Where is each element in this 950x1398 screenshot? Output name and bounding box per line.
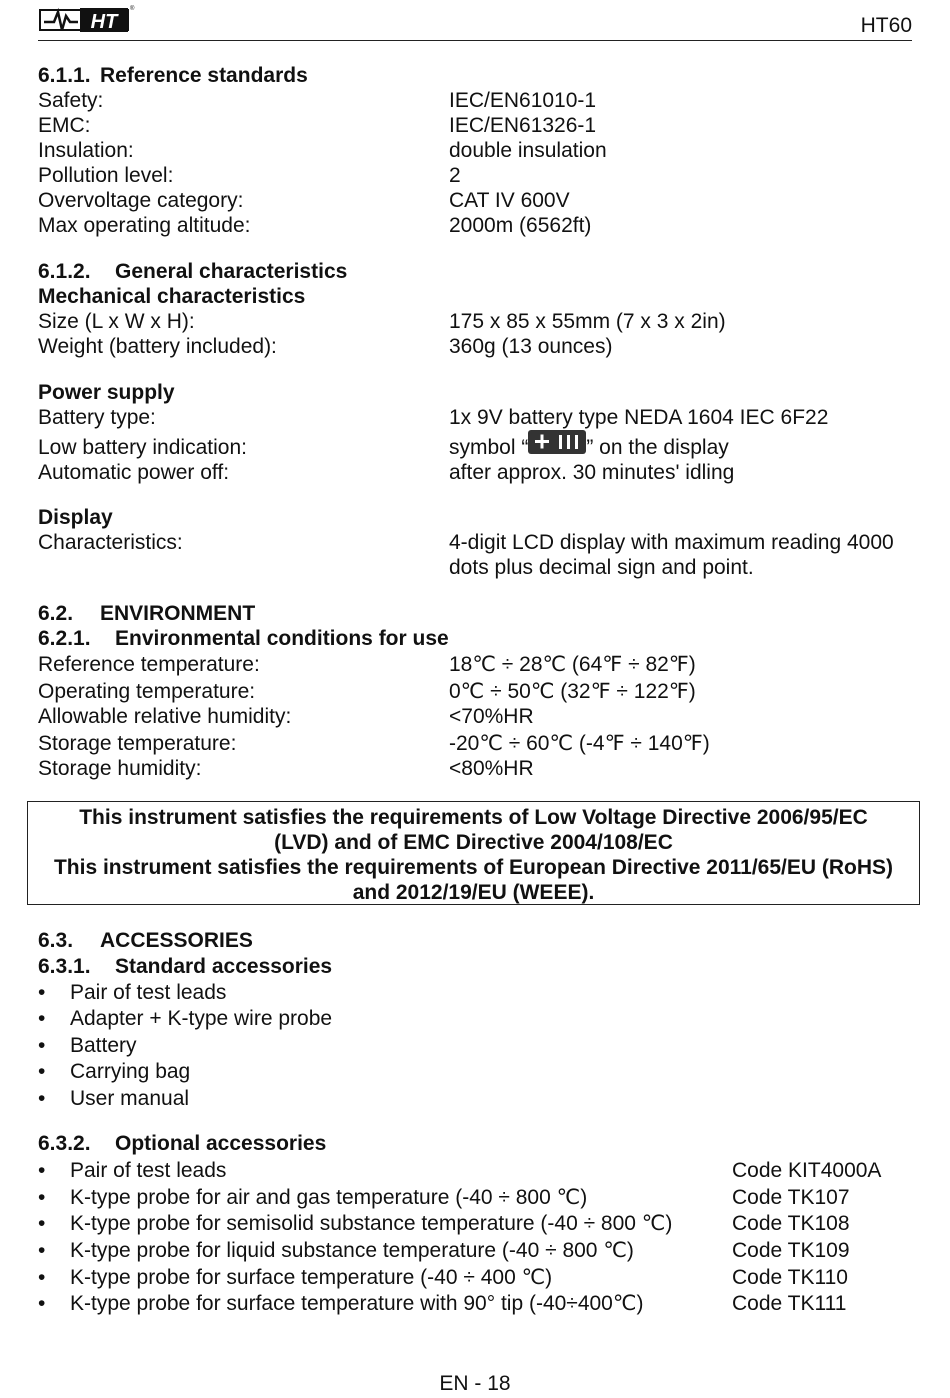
accessory-code: Code TK107 — [732, 1186, 850, 1209]
notice-line: (LVD) and of EMC Directive 2004/108/EC — [274, 831, 673, 854]
spec-value: <70%HR — [449, 705, 534, 728]
spec-value: 18℃ ÷ 28℃ (64℉ ÷ 82℉) — [449, 653, 696, 676]
accessory-code: Code TK109 — [732, 1239, 850, 1262]
spec-label: Insulation: — [38, 139, 134, 162]
page-number: EN - 18 — [439, 1372, 511, 1395]
spec-value: <80%HR — [449, 757, 534, 780]
section-heading-general-characteristics: 6.1.2. General characteristics — [38, 260, 348, 283]
model-name: HT60 — [860, 14, 912, 37]
section-heading-reference-standards: 6.1.1. Reference standards — [38, 64, 308, 87]
spec-value: after approx. 30 minutes' idling — [449, 461, 735, 484]
spec-label: Max operating altitude: — [38, 214, 251, 237]
header-divider — [38, 40, 912, 41]
spec-value: dots plus decimal sign and point. — [449, 556, 754, 579]
spec-label: Storage temperature: — [38, 732, 237, 755]
spec-value: 2000m (6562ft) — [449, 214, 592, 237]
spec-label: Storage humidity: — [38, 757, 202, 780]
spec-label: Low battery indication: — [38, 436, 247, 459]
spec-value: 360g (13 ounces) — [449, 335, 613, 358]
notice-line: This instrument satisfies the requirements of Low Voltage Directive 2006/95/EC — [79, 806, 868, 829]
spec-label: Weight (battery included): — [38, 335, 277, 358]
section-heading-environmental-conditions: 6.2.1. Environmental conditions for use — [38, 627, 449, 650]
section-heading-standard-accessories: 6.3.1. Standard accessories — [38, 955, 333, 978]
notice-line: and 2012/19/EU (WEEE). — [352, 881, 595, 904]
svg-text:HT: HT — [90, 11, 118, 33]
spec-value-low-battery: symbol “ ” on the display — [449, 435, 729, 461]
spec-value: 4-digit LCD display with maximum reading 4000 — [449, 531, 894, 554]
spec-value: 0℃ ÷ 50℃ (32℉ ÷ 122℉) — [449, 680, 696, 703]
subheading-mechanical: Mechanical characteristics — [38, 285, 306, 308]
spec-label: Allowable relative humidity: — [38, 705, 292, 728]
accessory-code: Code KIT4000A — [732, 1159, 882, 1182]
spec-label: Size (L x W x H): — [38, 310, 195, 333]
low-battery-icon — [528, 430, 586, 454]
spec-value: IEC/EN61326-1 — [449, 114, 597, 137]
spec-value: -20℃ ÷ 60℃ (-4℉ ÷ 140℉) — [449, 732, 710, 755]
spec-value: 1x 9V battery type NEDA 1604 IEC 6F22 — [449, 406, 829, 429]
accessory-code: Code TK111 — [732, 1292, 847, 1315]
accessory-code: Code TK110 — [732, 1266, 848, 1289]
spec-value: 2 — [449, 164, 461, 187]
spec-label: Safety: — [38, 89, 104, 112]
spec-label: Characteristics: — [38, 531, 183, 554]
spec-label: Pollution level: — [38, 164, 174, 187]
section-heading-optional-accessories: 6.3.2. Optional accessories — [38, 1132, 327, 1155]
subheading-power-supply: Power supply — [38, 381, 175, 404]
compliance-notice-box — [27, 801, 920, 905]
spec-label: Reference temperature: — [38, 653, 260, 676]
spec-label: Operating temperature: — [38, 680, 256, 703]
spec-value: CAT IV 600V — [449, 189, 570, 212]
spec-label: Automatic power off: — [38, 461, 230, 484]
spec-label: Overvoltage category: — [38, 189, 244, 212]
spec-label: EMC: — [38, 114, 91, 137]
accessory-code: Code TK108 — [732, 1212, 850, 1235]
spec-value: 175 x 85 x 55mm (7 x 3 x 2in) — [449, 310, 726, 333]
section-heading-environment: 6.2. ENVIRONMENT — [38, 602, 256, 625]
ht-logo — [40, 4, 135, 34]
spec-value: IEC/EN61010-1 — [449, 89, 597, 112]
subheading-display: Display — [38, 506, 113, 529]
svg-text:®: ® — [130, 6, 135, 12]
spec-label: Battery type: — [38, 406, 156, 429]
spec-value: double insulation — [449, 139, 607, 162]
section-heading-accessories: 6.3. ACCESSORIES — [38, 929, 253, 952]
notice-line: This instrument satisfies the requirements of European Directive 2011/65/EU (RoHS) — [53, 856, 894, 879]
